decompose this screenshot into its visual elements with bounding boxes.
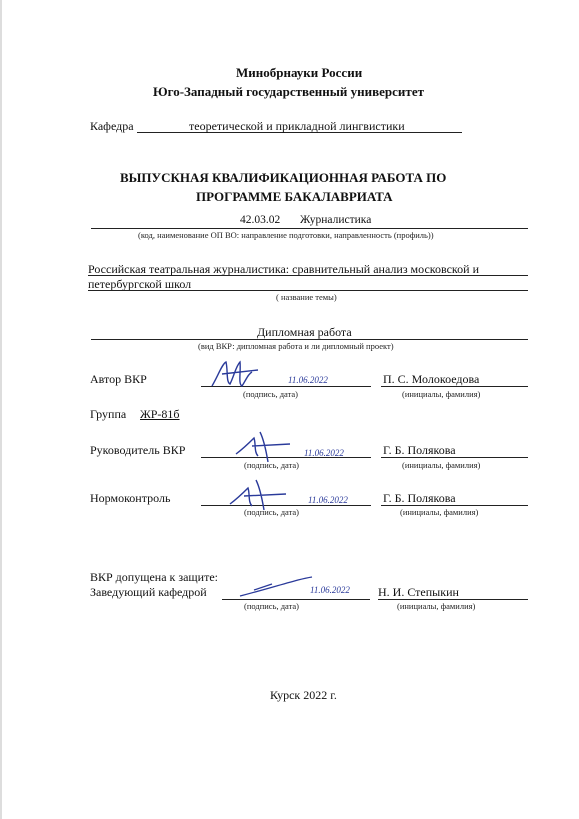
topic-underline-1	[88, 275, 528, 276]
author-name: П. С. Молокоедова	[383, 372, 480, 386]
scan-edge	[0, 0, 2, 819]
work-title-line1: ВЫПУСКНАЯ КВАЛИФИКАЦИОННАЯ РАБОТА ПО	[120, 170, 447, 185]
head-signature	[236, 574, 316, 600]
normcontrol-name-caption: (инициалы, фамилия)	[400, 507, 479, 517]
work-type-value: Дипломная работа	[257, 325, 352, 339]
normcontrol-name: Г. Б. Полякова	[383, 491, 456, 505]
supervisor-sign-caption: (подпись, дата)	[244, 460, 300, 470]
supervisor-label: Руководитель ВКР	[90, 443, 186, 457]
admission-label: ВКР допущена к защите:	[90, 570, 218, 584]
program-caption: (код, наименование ОП ВО: направление подготовки, направленность (профиль))	[138, 230, 434, 240]
head-name: Н. И. Степыкин	[378, 585, 459, 599]
topic-underline-2	[88, 290, 528, 291]
normcontrol-sign-caption: (подпись, дата)	[244, 507, 300, 517]
head-date: 11.06.2022	[310, 585, 350, 595]
normcontrol-label: Нормоконтроль	[90, 491, 171, 505]
university-name: Юго-Западный государственный университет	[153, 84, 424, 99]
department-label: Кафедра	[90, 119, 134, 133]
author-name-caption: (инициалы, фамилия)	[402, 389, 481, 399]
supervisor-name-caption: (инициалы, фамилия)	[402, 460, 481, 470]
program-code: 42.03.02	[240, 214, 281, 226]
topic-caption: ( название темы)	[276, 292, 337, 302]
head-sign-caption: (подпись, дата)	[244, 601, 300, 611]
work-type-caption: (вид ВКР: дипломная работа и ли дипломный проект)	[198, 341, 394, 351]
city-year: Курск 2022 г.	[270, 688, 337, 702]
head-name-caption: (инициалы, фамилия)	[397, 601, 476, 611]
work-title-line2: ПРОГРАММЕ БАКАЛАВРИАТА	[196, 189, 393, 204]
head-of-department-label: Заведующий кафедрой	[90, 585, 207, 599]
department-value: теоретической и прикладной лингвистики	[189, 119, 405, 133]
supervisor-name: Г. Б. Полякова	[383, 443, 456, 457]
supervisor-date: 11.06.2022	[304, 448, 344, 458]
group-label: Группа	[90, 407, 127, 421]
topic-line1: Российская театральная журналистика: сравнительный анализ московской и	[88, 262, 479, 276]
ministry-name: Минобрнауки России	[236, 65, 363, 80]
program-underline	[91, 228, 528, 229]
topic-line2: петербургской школ	[88, 277, 192, 291]
normcontrol-date: 11.06.2022	[308, 495, 348, 505]
program-name: Журналистика	[300, 214, 372, 226]
group-value: ЖР-81б	[140, 407, 180, 421]
author-label: Автор ВКР	[90, 372, 147, 386]
author-sign-caption: (подпись, дата)	[243, 389, 299, 399]
author-date: 11.06.2022	[288, 375, 328, 385]
